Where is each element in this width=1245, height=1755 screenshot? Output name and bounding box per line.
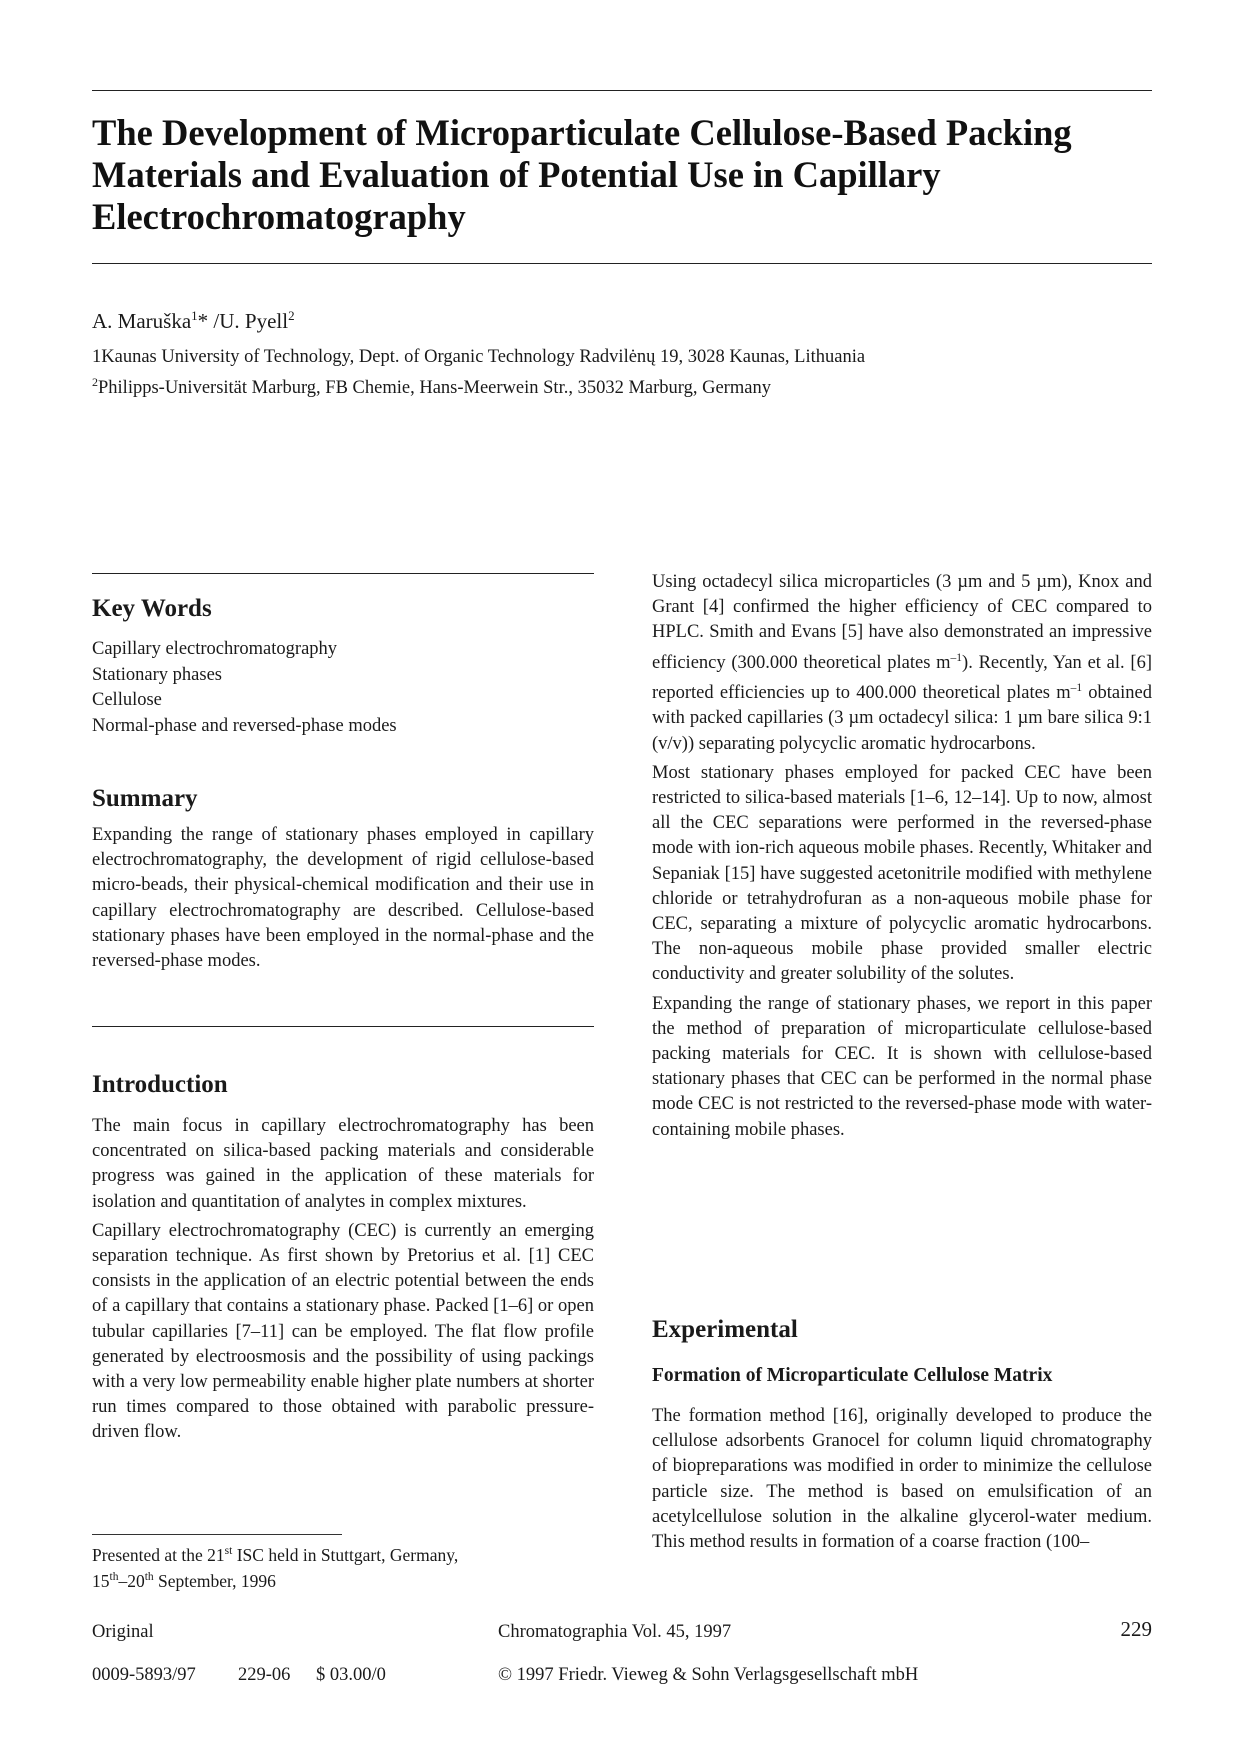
keyword-item: Normal-phase and reversed-phase modes [92,715,397,736]
keywords-heading: Key Words [92,595,212,622]
intro-p3-a: Using octadecyl silica microparticles (3 µm and 5 µm), Knox and Grant [4] confirmed the higher efficiency of CEC compared to HPLC. Smith and Evans [5] have also demonstrated an impressive efficiency (300.000 theoretical plates m [652,572,1152,673]
paper-title: The Development of Microparticulate Cellulose-Based Packing Materials and Evaluation of Potential Use in Capillary Electrochromatography [92,112,1072,237]
summary-bottom-rule [92,1026,594,1027]
footnote-sup: st [224,1545,233,1557]
footnote [92,1540,562,1592]
summary-text: Expanding the range of stationary phases employed in capillary electrochromatography, the development of rigid cellulose-based micro-beads, their physical-chemical modification and their use in capillary electrochromatography are described. Cellulose-based stationary phases have been employed in the normal-phase and the reversed-phase modes. [92,825,594,972]
intro-p3-c: obtained with packed capillaries (3 µm octadecyl silica: 1 µm bare silica 9:1 (v/v)) separating polycyclic aromatic hydrocarbons. [652,683,1152,754]
author-second: U. Pyell [219,309,289,333]
footer-journal: Chromatographia Vol. 45, 1997 [498,1622,732,1642]
footnote-date-a: 15 [92,1570,110,1591]
author-line [92,303,295,334]
summary-heading: Summary [92,785,198,812]
intro-paragraph-2: Capillary electrochromatography (CEC) is currently an emerging separation technique. As first shown by Pretorius et al. [1] CEC consists in the application of an electric potential between the ends of a capillary that contains a stationary phase. Packed [1–6] or open tubular capillaries [7–11] can be employed. The flat flow profile generated by electroosmosis and the possibility of using packings with a very low permeability enable higher plate numbers at shorter run times compared to those obtained with parabolic pressure-driven flow. [92,1220,594,1443]
intro-p3-sup: –1 [1070,681,1083,694]
affiliations [92,345,865,401]
footnote-rule [92,1534,342,1535]
introduction-heading: Introduction [92,1071,228,1098]
intro-p3-sup: –1 [950,651,963,664]
footnote-date-b: –20 [118,1570,145,1591]
affiliation-2-text: Philipps-Universität Marburg, FB Chemie, Hans-Meerwein Str., 35032 Marburg, Germany [98,378,771,399]
affiliation-2-mark: 2 [92,375,98,389]
experimental-subheading: Formation of Microparticulate Cellulose Matrix [652,1365,1053,1386]
summary-block [92,823,594,974]
keyword-item: Stationary phases [92,664,222,685]
experimental-block [652,1404,1152,1555]
intro-paragraph-1: The main focus in capillary electrochromatography has been concentrated on silica-based packing materials and considerable progress was gained in the application of these materials for isolation and quantitation of analytes in complex mixtures. [92,1116,594,1212]
footer-issn: 0009-5893/97 [92,1665,196,1685]
keyword-item: Cellulose [92,690,162,711]
footnote-date-c: September, 1996 [153,1570,276,1591]
intro-paragraph-3 [652,570,1152,757]
footnote-sup: th [109,1570,119,1583]
author-separator: / [208,309,220,333]
affiliation-1-text: Kaunas University of Technology, Dept. of Organic Technology Radvilėnų 19, 3028 Kaunas, Lithuania [101,347,866,367]
keyword-item: Capillary electrochromatography [92,639,338,659]
author-first: A. Maruška [92,309,192,333]
intro-paragraph-5: Expanding the range of stationary phases, we report in this paper the method of preparation of microparticulate cellulose-based packing materials for CEC. It is shown with cellulose-based stationary phases that CEC can be performed in the normal phase mode CEC is not restricted to the reversed-phase mode with water-containing mobile phases. [652,993,1152,1140]
title-bottom-rule [92,263,1152,264]
author-first-affil-mark: 1 [191,308,198,323]
top-rule [92,90,1152,91]
experimental-paragraph-1: The formation method [16], originally developed to produce the cellulose adsorbents Granocel for column liquid chromatography of biopreparations was modified in order to minimize the cellulose particle size. The method is based on emulsification of an acetylcellulose solution in the alkaline glycerol-water medium. This method results in formation of a coarse fraction (100– [652,1406,1152,1553]
affiliation-1 [92,345,865,370]
experimental-heading: Experimental [652,1316,798,1343]
keywords-list [92,637,397,739]
intro-p3-b: ). Recently, Yan et al. [6] reported efficiencies up to 400.000 theoretical plates m [652,652,1152,704]
footer-pages-code: 229-06 [238,1665,291,1685]
affiliation-1-mark: 1 [92,347,102,367]
author-second-affil-mark: 2 [288,308,295,323]
footer-page-number: 229 [1120,1617,1152,1641]
footer-copyright: © 1997 Friedr. Vieweg & Sohn Verlagsgesellschaft mbH [498,1665,919,1685]
footnote-text-b: ISC held in Stuttgart, Germany, [232,1544,459,1565]
introduction-right-block [652,570,1152,1143]
footnote-text-a: Presented at the 21 [92,1544,225,1565]
footer-article-type: Original [92,1622,154,1642]
footer-price: $ 03.00/0 [316,1665,386,1685]
corresponding-mark: * [197,309,209,333]
keywords-top-rule [92,573,594,574]
footnote-sup: th [144,1570,154,1583]
affiliation-2 [92,370,865,401]
intro-paragraph-4: Most stationary phases employed for packed CEC have been restricted to silica-based materials [1–6, 12–14]. Up to now, almost all the CEC separations were performed in the reversed-phase mode with ion-rich aqueous mobile phases. Recently, Whitaker and Sepaniak [15] have suggested acetonitrile modified with methylene chloride or tetrahydrofuran as a non-aqueous mobile phase for CEC, separating a mixture of polycyclic aromatic hydrocarbons. The non-aqueous mobile phase provided smaller electric conductivity and greater solubility of the solutes. [652,762,1152,985]
introduction-left-block [92,1114,594,1446]
